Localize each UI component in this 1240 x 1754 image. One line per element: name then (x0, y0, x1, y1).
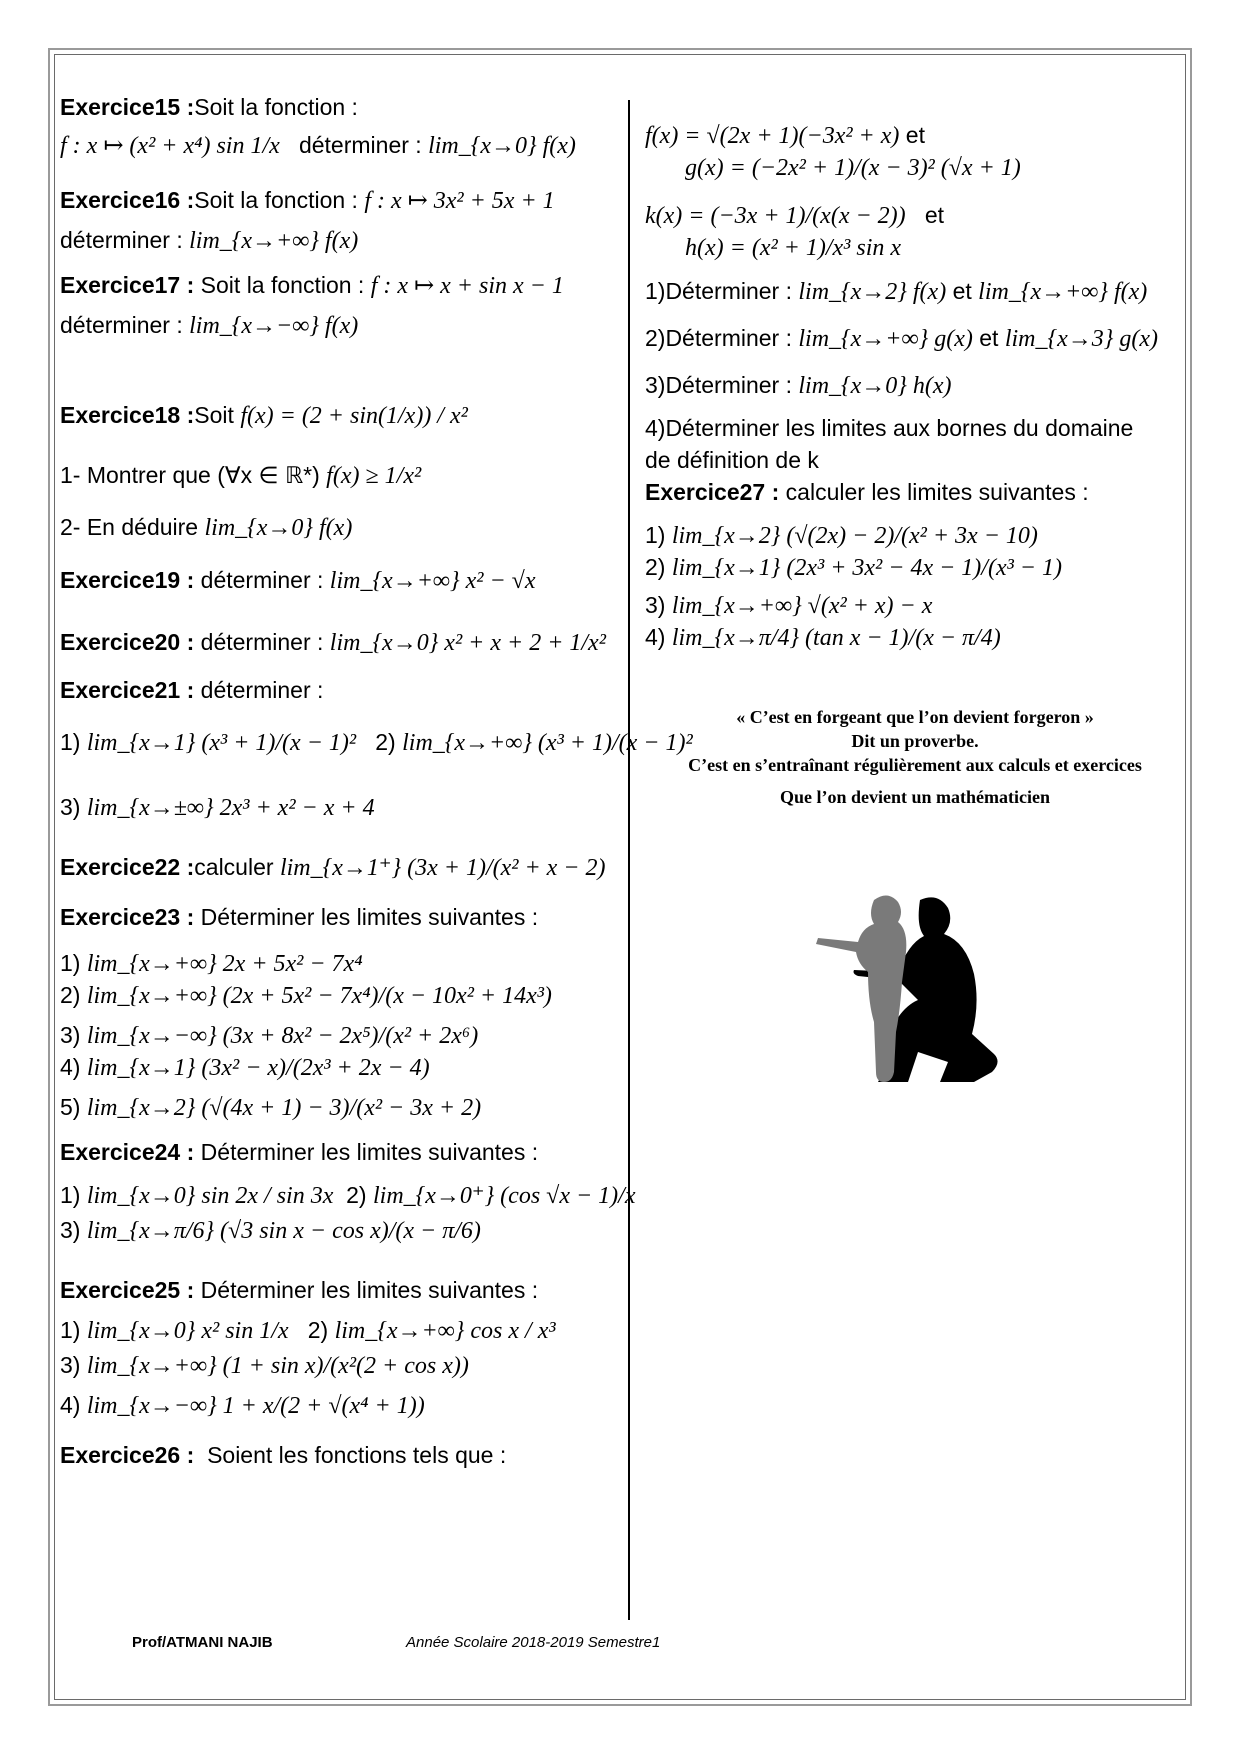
ex22: Exercice22 :calculer lim_{x→1⁺} (3x + 1)/(x² + x − 2) (60, 854, 606, 881)
ex15-header: Exercice15 :Soit la fonction : (60, 94, 358, 120)
ex27-row2b: 4) lim_{x→π/4} (tan x − 1)/(x − π/4) (645, 624, 1001, 651)
ex26-def-g: g(x) = (−2x² + 1)/(x − 3)² (√x + 1) (685, 155, 1021, 181)
ex26-q3: 3)Déterminer : lim_{x→0} h(x) (645, 372, 952, 399)
quote-line-3: C’est en s’entraînant régulièrement aux calculs et exercices (688, 755, 1142, 775)
father-son-silhouette (800, 880, 1010, 1090)
quote-line-2: Dit un proverbe. (851, 731, 979, 751)
ex24-row1: 1) lim_{x→0} sin 2x / sin 3x 2) lim_{x→0⁺} (cos √x − 1)/x (60, 1182, 636, 1209)
ex26-header: Exercice26 : Soient les fonctions tels que : (60, 1442, 507, 1468)
ex23-header: Exercice23 : Déterminer les limites suivantes : (60, 904, 539, 930)
footer-author: Prof/ATMANI NAJIB (132, 1634, 273, 1651)
ex25-row2: 4) lim_{x→−∞} 1 + x/(2 + √(x⁴ + 1)) (60, 1392, 425, 1419)
ex26-def-f: f(x) = √(2x + 1)(−3x² + x) et (645, 122, 925, 149)
ex27-header: Exercice27 : calculer les limites suivantes : (645, 479, 1089, 505)
ex25-row1: 1) lim_{x→0} x² sin 1/x 2) lim_{x→+∞} cos x / x³ (60, 1317, 556, 1344)
footer-year: Année Scolaire 2018-2019 Semestre1 (406, 1634, 661, 1651)
quote-line-1: « C’est en forgeant que l’on devient forgeron » (736, 707, 1094, 727)
ex26-def-h: h(x) = (x² + 1)/x³ sin x (685, 235, 902, 261)
ex21-items-1-2: 1) lim_{x→1} (x³ + 1)/(x − 1)² 2) lim_{x→+∞} (x³ + 1)/(x − 1)² (60, 729, 693, 756)
ex17-header: Exercice17 : Soit la fonction : f : x ↦ x + sin x − 1 (60, 272, 564, 299)
child-silhouette (816, 895, 906, 1082)
ex17-task: déterminer : lim_{x→−∞} f(x) (60, 312, 359, 339)
ex24-row2: 3) lim_{x→π/6} (√3 sin x − cos x)/(x − π/6) (60, 1217, 481, 1244)
ex23-row1b: 2) lim_{x→+∞} (2x + 5x² − 7x⁴)/(x − 10x² + 14x³) (60, 982, 552, 1009)
ex20: Exercice20 : déterminer : lim_{x→0} x² + x + 2 + 1/x² (60, 629, 606, 656)
ex18-q2: 2- En déduire lim_{x→0} f(x) (60, 514, 353, 541)
ex23-row3: 5) lim_{x→2} (√(4x + 1) − 3)/(x² − 3x + 2) (60, 1094, 482, 1121)
ex19: Exercice19 : déterminer : lim_{x→+∞} x² − √x (60, 567, 536, 594)
ex26-q2: 2)Déterminer : lim_{x→+∞} g(x) et lim_{x→3} g(x) (645, 325, 1158, 352)
ex16-header: Exercice16 :Soit la fonction : f : x ↦ 3x² + 5x + 1 (60, 187, 555, 214)
quote-line-4: Que l’on devient un mathématicien (780, 787, 1050, 807)
ex21-header: Exercice21 : déterminer : (60, 677, 324, 703)
ex26-q1: 1)Déterminer : lim_{x→2} f(x) et lim_{x→+∞} f(x) (645, 278, 1148, 305)
ex27-row1: 1) lim_{x→2} (√(2x) − 2)/(x² + 3x − 10) (645, 522, 1038, 549)
ex21-item-3: 3) lim_{x→±∞} 2x³ + x² − x + 4 (60, 794, 375, 821)
ex15-formula: f : x ↦ (x² + x⁴) sin 1/x déterminer : lim_{x→0} f(x) (60, 132, 576, 159)
ex25-header: Exercice25 : Déterminer les limites suivantes : (60, 1277, 539, 1303)
ex25-row1b: 3) lim_{x→+∞} (1 + sin x)/(x²(2 + cos x)) (60, 1352, 469, 1379)
ex23-row2: 3) lim_{x→−∞} (3x + 8x² − 2x⁵)/(x² + 2x⁶) (60, 1022, 479, 1049)
ex23-row1: 1) lim_{x→+∞} 2x + 5x² − 7x⁴ (60, 950, 363, 977)
ex27-row2: 3) lim_{x→+∞} √(x² + x) − x (645, 592, 933, 619)
ex26-q4-line1: 4)Déterminer les limites aux bornes du domaine (645, 415, 1134, 441)
ex18-q1: 1- Montrer que (∀x ∈ ℝ*) f(x) ≥ 1/x² (60, 462, 422, 489)
ex18-header: Exercice18 :Soit f(x) = (2 + sin(1/x)) / x² (60, 402, 468, 429)
ex26-def-k: k(x) = (−3x + 1)/(x(x − 2)) et (645, 202, 945, 229)
ex23-row2b: 4) lim_{x→1} (3x² − x)/(2x³ + 2x − 4) (60, 1054, 430, 1081)
ex27-row1b: 2) lim_{x→1} (2x³ + 3x² − 4x − 1)/(x³ − 1) (645, 554, 1062, 581)
column-divider (628, 100, 630, 1620)
ex24-header: Exercice24 : Déterminer les limites suivantes : (60, 1139, 539, 1165)
ex16-task: déterminer : lim_{x→+∞} f(x) (60, 227, 359, 254)
ex26-q4-line2: de définition de k (645, 447, 819, 473)
